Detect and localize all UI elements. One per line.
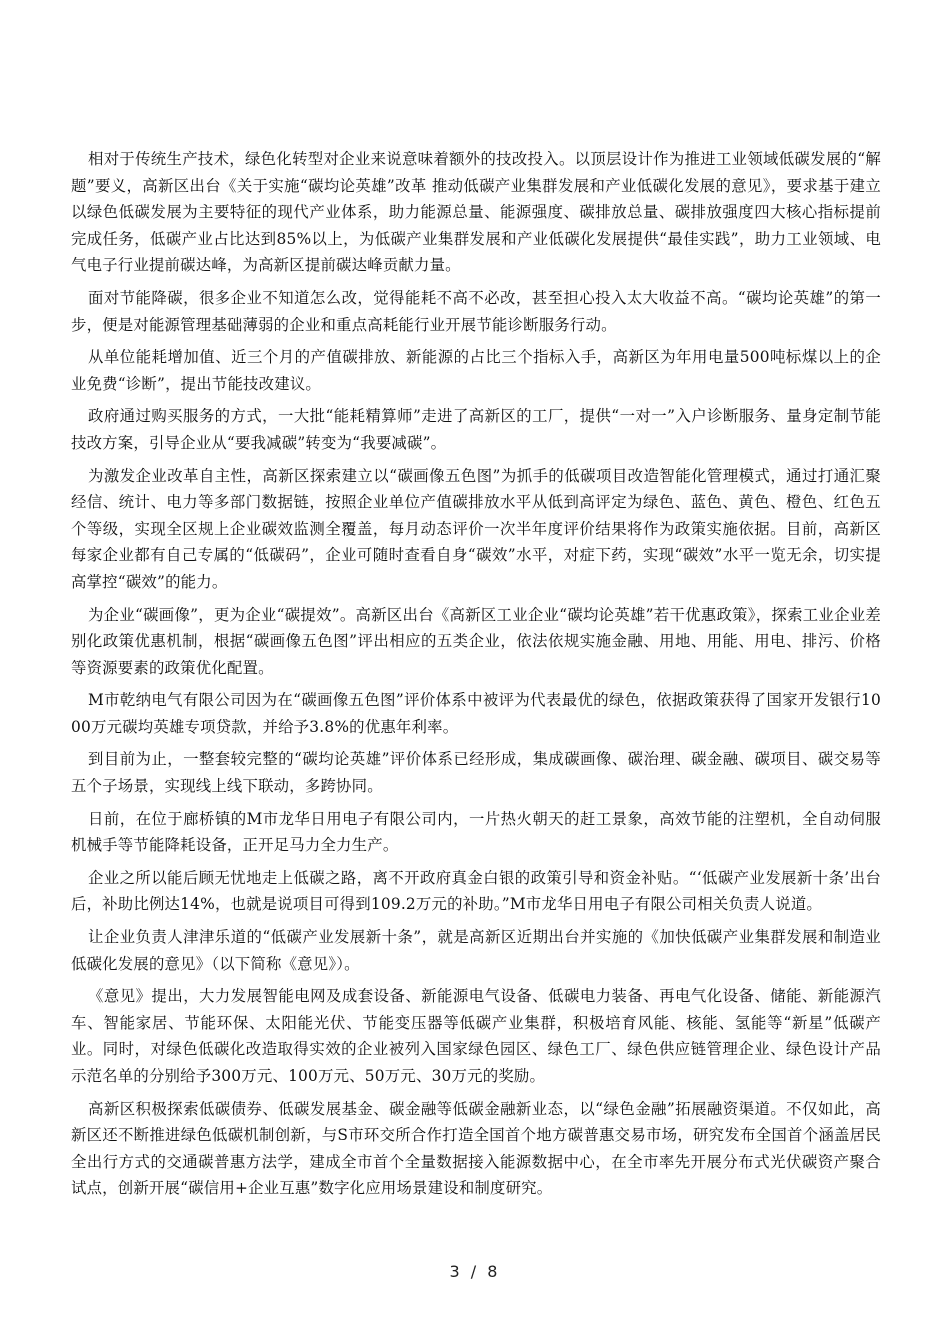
paragraph: 政府通过购买服务的方式，一大批“能耗精算师”走进了高新区的工厂，提供“一对一”入户诊断服务、量身定制节能技改方案，引导企业从“要我减碳”转变为“我要减碳”。 (71, 407, 881, 452)
paragraph: 相对于传统生产技术，绿色化转型对企业来说意味着额外的技改投入。以顶层设计作为推进工业领域低碳发展的“解题”要义，高新区出台《关于实施“碳均论英雄”改革 推动低碳产业集群发展和产业低碳化发展的意见》，要求基于建立以绿色低碳发展为主要特征的现代产业体系，助力能源总量、能源强度、碳排放总量、碳排放强度四大核心指标提前完成任务，低碳产业占比达到85%以上，为低碳产业集群发展和产业低碳化发展提供“最佳实践”，助力工业领域、电气电子行业提前碳达峰，为高新区提前碳达峰贡献力量。 (71, 150, 881, 275)
paragraph: 为激发企业改革自主性，高新区探索建立以“碳画像五色图”为抓手的低碳项目改造智能化管理模式，通过打通汇聚经信、统计、电力等多部门数据链，按照企业单位产值碳排放水平从低到高评定为绿色、蓝色、黄色、橙色、红色五个等级，实现全区规上企业碳效监测全覆盖，每月动态评价一次半年度评价结果将作为政策实施依据。目前，高新区每家企业都有自己专属的“低碳码”，企业可随时查看自身“碳效”水平，对症下药，实现“碳效”水平一览无余，切实提高掌控“碳效”的能力。 (71, 466, 881, 591)
paragraph: 《意见》提出，大力发展智能电网及成套设备、新能源电气设备、低碳电力装备、再电气化设备、储能、新能源汽车、智能家居、节能环保、太阳能光伏、节能变压器等低碳产业集群，积极培育风能、核能、氢能等“新星”低碳产业。同时，对绿色低碳化改造取得实效的企业被列入国家绿色园区、绿色工厂、绿色供应链管理企业、绿色设计产品示范名单的分别给予300万元、100万元、50万元、30万元的奖励。 (71, 987, 881, 1085)
paragraph: 日前，在位于廊桥镇的M市龙华日用电子有限公司内，一片热火朝天的赶工景象，高效节能的注塑机，全自动伺服机械手等节能降耗设备，正开足马力全力生产。 (71, 809, 881, 855)
article-body (71, 146, 881, 1208)
paragraph: 让企业负责人津津乐道的“低碳产业发展新十条”，就是高新区近期出台并实施的《加快低碳产业集群发展和制造业低碳化发展的意见》（以下简称《意见》）。 (71, 928, 881, 973)
paragraph: 为企业“碳画像”，更为企业“碳提效”。高新区出台《高新区工业企业“碳均论英雄”若干优惠政策》，探索工业企业差别化政策优惠机制，根据“碳画像五色图”评出相应的五类企业，依法依规实施金融、用地、用能、用电、排污、价格等资源要素的政策优化配置。 (71, 605, 881, 677)
paragraph: 从单位能耗增加值、近三个月的产值碳排放、新能源的占比三个指标入手，高新区为年用电量500吨标煤以上的企业免费“诊断”，提出节能技改建议。 (71, 348, 881, 393)
paragraph: M市乾纳电气有限公司因为在“碳画像五色图”评价体系中被评为代表最优的绿色，依据政策获得了国家开发银行1000万元碳均英雄专项贷款，并给予3.8%的优惠年利率。 (71, 691, 881, 736)
paragraph: 到目前为止，一整套较完整的“碳均论英雄”评价体系已经形成，集成碳画像、碳治理、碳金融、碳项目、碳交易等五个子场景，实现线上线下联动，多跨协同。 (71, 750, 881, 796)
paragraph: 企业之所以能后顾无忧地走上低碳之路，离不开政府真金白银的政策引导和资金补贴。“‘低碳产业发展新十条’出台后，补助比例达14%，也就是说项目可得到109.2万元的补助。”M市龙华日用电子有限公司相关负责人说道。 (71, 868, 881, 914)
page-number: 3 / 8 (449, 1262, 501, 1281)
paragraph: 高新区积极探索低碳债券、低碳发展基金、碳金融等低碳金融新业态，以“绿色金融”拓展融资渠道。不仅如此，高新区还不断推进绿色低碳机制创新，与S市环交所合作打造全国首个地方碳普惠交易市场，研究发布全国首个涵盖居民全出行方式的交通碳普惠方法学，建成全市首个全量数据接入能源数据中心，在全市率先开展分布式光伏碳资产聚合试点，创新开展“碳信用+企业互惠”数字化应用场景建设和制度研究。 (71, 1099, 881, 1198)
paragraph: 面对节能降碳，很多企业不知道怎么改，觉得能耗不高不必改，甚至担心投入太大收益不高。“碳均论英雄”的第一步，便是对能源管理基础薄弱的企业和重点高耗能行业开展节能诊断服务行动。 (71, 288, 881, 334)
